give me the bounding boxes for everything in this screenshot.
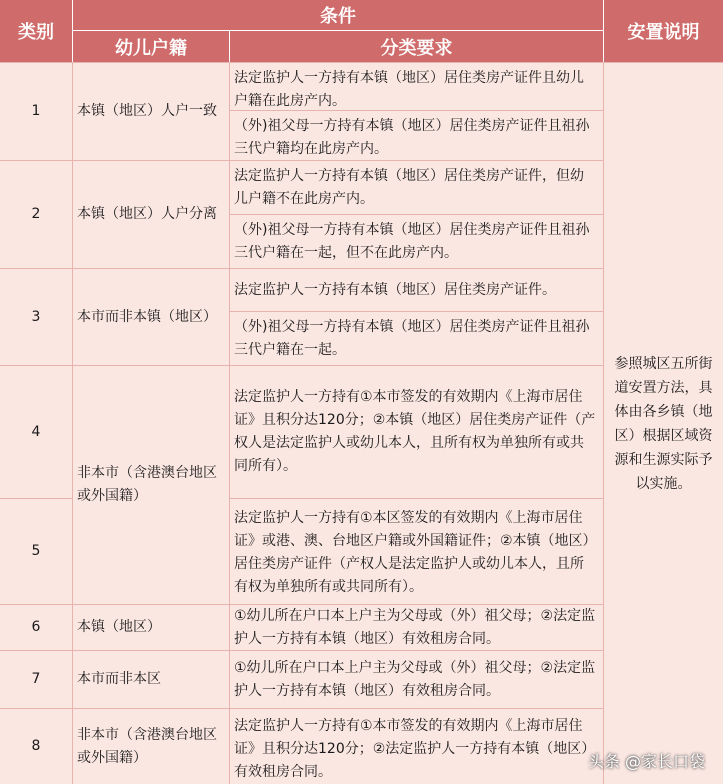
requirement-cell: 法定监护人一方持有本镇（地区）居住类房产证件。 bbox=[230, 269, 603, 311]
header-requirements: 分类要求 bbox=[230, 31, 603, 62]
watermark bbox=[588, 749, 705, 772]
household-cell bbox=[73, 63, 229, 160]
requirement-cell: 法定监护人一方持有①本市签发的有效期内《上海市居住证》且积分达120分；②本镇（地区）居住类房产证件（产权人是法定监护人或幼儿本人，且所有权为单独所有或共同所有）。 bbox=[230, 366, 603, 498]
requirement-cell: 法定监护人一方持有本镇（地区）居住类房产证件且幼儿户籍在此房产内。 bbox=[230, 63, 603, 110]
requirement-cell: ①幼儿所在户口本上户主为父母或（外）祖父母；②法定监护人一方持有本镇（地区）有效租房合同。 bbox=[230, 605, 603, 650]
header-conditions: 条件 bbox=[73, 0, 603, 30]
row-number: 6 bbox=[0, 605, 72, 650]
household-text: 非本市（含港澳台地区或外国籍） bbox=[77, 465, 217, 504]
row-number: 2 bbox=[0, 161, 72, 268]
requirement-cell: （外)祖父母一方持有本镇（地区）居住类房产证件且祖孙三代户籍均在此房产内。 bbox=[230, 111, 603, 160]
watermark-text: 头条 @家长口袋 bbox=[587, 752, 705, 771]
row-number: 3 bbox=[0, 269, 72, 365]
household-cell bbox=[73, 366, 229, 604]
household-cell bbox=[73, 605, 229, 650]
arrangement-note-text: 参照城区五所街道安置方法，具体由各乡镇（地区）根据区域资源和生源实际予以实施。 bbox=[614, 355, 713, 492]
requirement-cell: 法定监护人一方持有①本市签发的有效期内《上海市居住证》且积分达120分；②法定监护人一方持有本镇（地区）有效租房合同。 bbox=[230, 709, 603, 784]
header-arrangement: 安置说明 bbox=[604, 0, 723, 62]
header-category: 类别 bbox=[0, 0, 72, 62]
requirement-cell: 法定监护人一方持有①本区签发的有效期内《上海市居住证》或港、澳、台地区户籍或外国籍证件；②本镇（地区）居住类房产证件（产权人是法定监护人或幼儿本人，且所有权为单独所有或共同所有）。 bbox=[230, 499, 603, 604]
household-text: 本镇（地区） bbox=[77, 619, 161, 635]
household-cell bbox=[73, 161, 229, 268]
row-number: 5 bbox=[0, 499, 72, 604]
household-cell bbox=[73, 651, 229, 708]
requirement-cell: （外)祖父母一方持有本镇（地区）居住类房产证件且祖孙三代户籍在一起。 bbox=[230, 312, 603, 365]
household-cell bbox=[73, 709, 229, 784]
household-text: 本镇（地区）人户一致 bbox=[77, 103, 217, 119]
row-number: 8 bbox=[0, 709, 72, 784]
requirement-cell: 法定监护人一方持有本镇（地区）居住类房产证件，但幼儿户籍不在此房产内。 bbox=[230, 161, 603, 214]
household-text: 本市而非本镇（地区） bbox=[77, 308, 217, 325]
row-number: 7 bbox=[0, 651, 72, 708]
household-text: 本市而非本区 bbox=[77, 671, 161, 687]
header-household: 幼儿户籍 bbox=[73, 31, 229, 62]
requirement-cell: ①幼儿所在户口本上户主为父母或（外）祖父母；②法定监护人一方持有本镇（地区）有效租房合同。 bbox=[230, 651, 603, 708]
household-text: 非本市（含港澳台地区或外国籍） bbox=[77, 726, 217, 766]
arrangement-note bbox=[604, 63, 723, 784]
household-cell bbox=[73, 269, 229, 365]
row-number: 4 bbox=[0, 366, 72, 498]
row-number: 1 bbox=[0, 63, 72, 160]
requirement-cell: （外)祖父母一方持有本镇（地区）居住类房产证件且祖孙三代户籍在一起，但不在此房产内。 bbox=[230, 215, 603, 268]
household-text: 本镇（地区）人户分离 bbox=[77, 206, 217, 222]
